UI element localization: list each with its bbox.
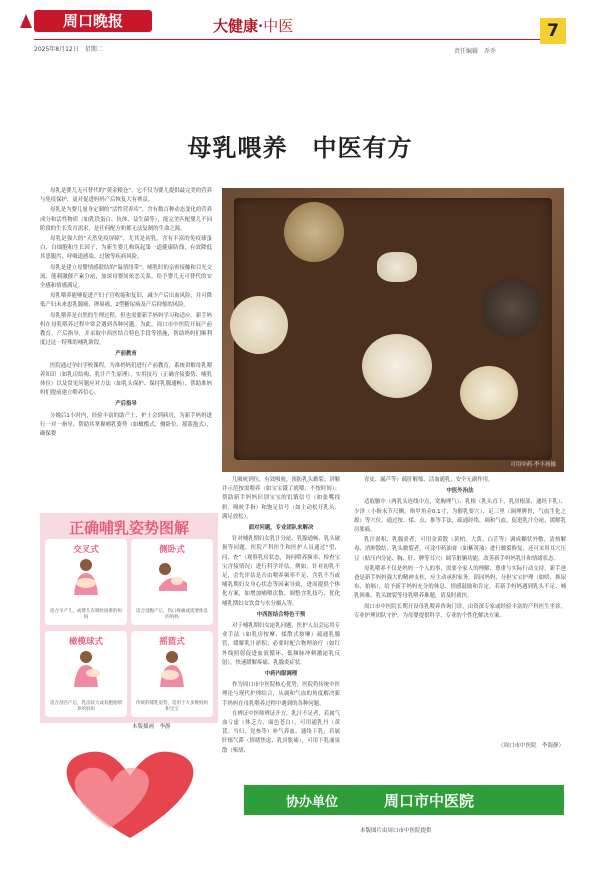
co-organizer-banner xyxy=(244,785,564,815)
card-description: 适合剖宫产后，乳房较大或双胞胎喂养的妈妈 xyxy=(50,701,122,712)
card-title: 摇篮式 xyxy=(159,637,185,647)
photo-credit: 本版图片由周口市中医院提供 xyxy=(360,828,432,834)
page-header xyxy=(0,0,600,62)
paragraph: 医院通过孕妇学校课程，为准妈妈们进行产前教育，系统讲解母乳喂养知识（如乳房结构、乳汁产生原理），实用技巧（正确含接姿势、哺乳体位）以及常见问题应对方法（如乳头保护、保持乳腺通畅），帮助准妈妈们提前建立喂养信心。 xyxy=(40,362,212,397)
herb-pile-6 xyxy=(460,366,518,420)
section-title xyxy=(213,15,293,36)
herb-pile-4 xyxy=(230,296,288,354)
section-main: 大健康 xyxy=(213,17,259,35)
section-sep: · xyxy=(258,17,264,35)
card-description: 适合早产儿，或婴儿有吸吮困难的妈妈 xyxy=(50,609,122,620)
paragraph: 母乳喂养能够促进产妇子宫收缩和复旧，减少产后出血风险，并可降低产妇未来患乳腺癌、卵巢癌、2型糖尿病及产后抑郁的风险。 xyxy=(40,293,212,309)
card-title: 橄榄球式 xyxy=(68,637,103,647)
paragraph: 适取膻中（两乳头连线中点，宽胸理气）、乳根（乳头直下，乳房根部，通经下乳）、少泽（小指末节尺侧，指甲角旁0.1寸，为催乳要穴）、足三里（调理脾胃，气血生化之源）等穴位，通过按、揉、点、推等手法，疏通经络，调和气血，促进乳汁分泌，缓解乳房胀痛。 xyxy=(354,499,566,534)
co-organizer-name: 周口市中医院 xyxy=(384,792,475,810)
mother-baby-icon xyxy=(69,649,103,689)
herb-bowl-3 xyxy=(482,278,542,338)
subheading: 面对问题，专业团队来解决 xyxy=(248,525,314,532)
paragraph: 母乳喂养是自然的生理过程，但也需要新手妈妈学习和适应。新手妈妈在母乳喂养过程中常会遇到各种问题。为此，周口市中医院开展产前教育、产后指导，并采取中西医结合特色手段等措施，帮助妈妈们顺利度过这一特殊的哺乳阶段。 xyxy=(40,312,212,347)
subheading: 中西医结合特色干预 xyxy=(256,611,306,618)
subheading: 中药内服调理 xyxy=(264,671,298,678)
article-left-column xyxy=(40,187,212,483)
paragraph: 青皮、漏芦等）疏肝解郁、活血通乳，安全无副作用。 xyxy=(364,477,494,483)
paragraph: 母乳是建立母婴情感联结的“温情纽带”。哺乳时的亲密接触和目光交流，能刺激催产素分泌，加深母婴间依恋关系，给予婴儿无可替代的安全感和情感满足。 xyxy=(40,264,212,290)
card-title: 侧卧式 xyxy=(159,545,185,555)
subheading: 中医外治法 xyxy=(446,488,474,495)
paragraph: 母乳是为婴儿量身定制的“活性营养库”，含有数百种动态变化的营养成分和活性物质（如乳铁蛋白、抗体、益生菌等），能完美匹配婴儿不同阶段的生长发育需求，是任何配方奶都无法复制的生命之源。 xyxy=(40,207,212,232)
article-column-b xyxy=(354,476,566,744)
issue-date: 2025年8月12日 星期二 xyxy=(34,46,103,53)
hearts-decoration-icon xyxy=(40,728,220,848)
position-card-cradle xyxy=(131,631,213,717)
paragraph: 针对哺乳期妇女乳汁分泌、乳腺通畅、乳头破损等问题，医院产科医生和医护人员通过“望、问、查”（观察乳房状态，询问喂养频率、检查宝宝含接情况）进行科学评估。例如，针对初乳不足，会先评估是否由喂养频率不足、含乳不当或哺乳期妇女身心状态等因素导致，进而提供个体化方案，如增加哺喂次数、调整含乳技巧、优化哺乳期妇女饮食与水分摄入等。 xyxy=(222,536,340,607)
herbs-photo xyxy=(222,188,564,472)
infographic-title: 正确哺乳姿势图解 xyxy=(68,519,189,537)
paragraph: 对于哺乳期妇女泌乳问题，医护人员会运用专业手法（如乳房按摩、揉散式按摩）疏通乳腺管，缓解乳汁淤积；必要时配合物理治疗（如红外线照射促进血液循环、低频脉冲刺激泌乳反射），快速缓解疼痛、乳腺炎症状。 xyxy=(222,623,340,666)
illustration-credit: 本版插画 李静 xyxy=(132,724,171,730)
paragraph: 分娩后1小时内，经验丰富的助产士、护士会到病房，为新手妈妈进行一对一指导，帮助其掌握哺乳姿势（如橄榄式、侧卧位、摇篮抱式），确保婴 xyxy=(40,412,212,438)
paragraph: 作为周口市中医院核心优势，医院将传统中医理论与现代护理结合，从调和气血的角度解决新手妈妈在母乳喂养过程中遇到的各种问题。 xyxy=(222,682,340,707)
header-rule xyxy=(34,39,564,40)
paragraph: 周口市中医院长期开设母乳喂养咨询门诊，由资深专家或经验丰富的产科医生坐诊，专业护理团队守护，为母婴提供科学、专业的个性化解决方案。 xyxy=(354,603,566,619)
mother-baby-icon xyxy=(155,649,189,689)
editor-credit: 责任编辑 乔乔 xyxy=(454,48,497,55)
article-title: 母乳喂养 中医有方 xyxy=(187,134,413,162)
paragraph: 乳汁淤积、乳腺炎者，可用金黄散（黄柏、大黄、白芷等）调成糊状外敷，清热解毒、消肿散结；乳头皲裂者，可涂中药油膏（如紫黄油）进行皲裂修复，还可采用耳穴压豆（贴压内分泌、胸、肝、脾等耳穴）调节脏腑功能，改善新手妈妈乳汁和情绪状态。 xyxy=(354,537,566,562)
nursing-positions-infographic xyxy=(40,513,218,723)
card-description: 适合剖腹产后，伤口疼痛或需要休息的妈妈 xyxy=(136,609,208,620)
herb-pile-2 xyxy=(377,252,417,282)
paragraph: 在辨证中医师辨证开方，乳汁不足者，若属气血亏虚（体乏力、面色苍白），可用通乳丹（黄芪、当归、党参等）补气养血、通络下乳；若属肝郁气滞（情绪焦虑、乳房胀痛），可用下乳涌泉散（柴胡、 xyxy=(222,710,340,754)
paragraph: 儿吸吮到位，有效吸吮，预防乳头皲裂；讲解并示范按需喂养（如宝宝饿了就喂，不按时间）；帮助新手妈妈识别宝宝的饥饿信号（如张嘴找奶、吸吮手指）和饱足信号（如主动松开乳头、满足放松）。 xyxy=(222,477,340,520)
subheading: 产后指导 xyxy=(115,401,137,408)
section-sub: 中医 xyxy=(263,17,294,35)
masthead-text: 周口晚报 xyxy=(62,12,123,30)
byline: （周口市中医院 李海静） xyxy=(498,743,565,749)
masthead xyxy=(34,10,152,32)
page-number: 7 xyxy=(540,18,566,44)
position-card-side-lying xyxy=(131,539,213,625)
card-title: 交叉式 xyxy=(73,545,99,555)
subheading: 产前教育 xyxy=(115,351,137,358)
card-description: 传统的哺乳姿势，适用于大多数妈妈和宝宝 xyxy=(136,701,208,712)
paragraph: 母乳喂养不仅是妈妈一个人的事，需要全家人的理解、尊重与实际行动支持。新手爸爸是新手妈妈强大的精神支柱，应主动承担家务，陪同妈妈，分担宝宝护理（如哄、换尿布、拍嗝），给予新手妈妈充分的休息、情感鼓励和肯定。若新手妈妈遇到乳头不足、哺乳困难、乳头皲裂等母乳喂养难题，请及时就医。 xyxy=(354,565,566,600)
position-card-cross-cradle xyxy=(45,539,127,625)
paragraph: 母乳是婴儿无可替代的“黄金粮仓”，它不仅为婴儿提供最完美的营养与免疫保护，更对促进妈妈产后恢复大有裨益。 xyxy=(40,188,212,204)
mother-baby-icon xyxy=(69,557,103,597)
herb-bowl-1 xyxy=(284,202,344,262)
masthead-logo-icon xyxy=(18,12,34,30)
position-card-football xyxy=(45,631,127,717)
herb-pile-5 xyxy=(362,334,432,398)
mother-baby-icon xyxy=(155,557,189,597)
photo-caption: 可用中药·李丰扬摄 xyxy=(510,462,556,468)
paragraph: 母乳是强大的“天然免疫屏障”，尤其是初乳，含有丰富的免疫球蛋白、白细胞和生长因子，为新生婴儿构筑起第一道健康防线，有效降低其患腹泻、呼吸道感染、过敏等疾病风险。 xyxy=(40,236,212,261)
co-organizer-label: 协办单位 xyxy=(286,795,339,810)
article-column-a xyxy=(222,476,340,754)
